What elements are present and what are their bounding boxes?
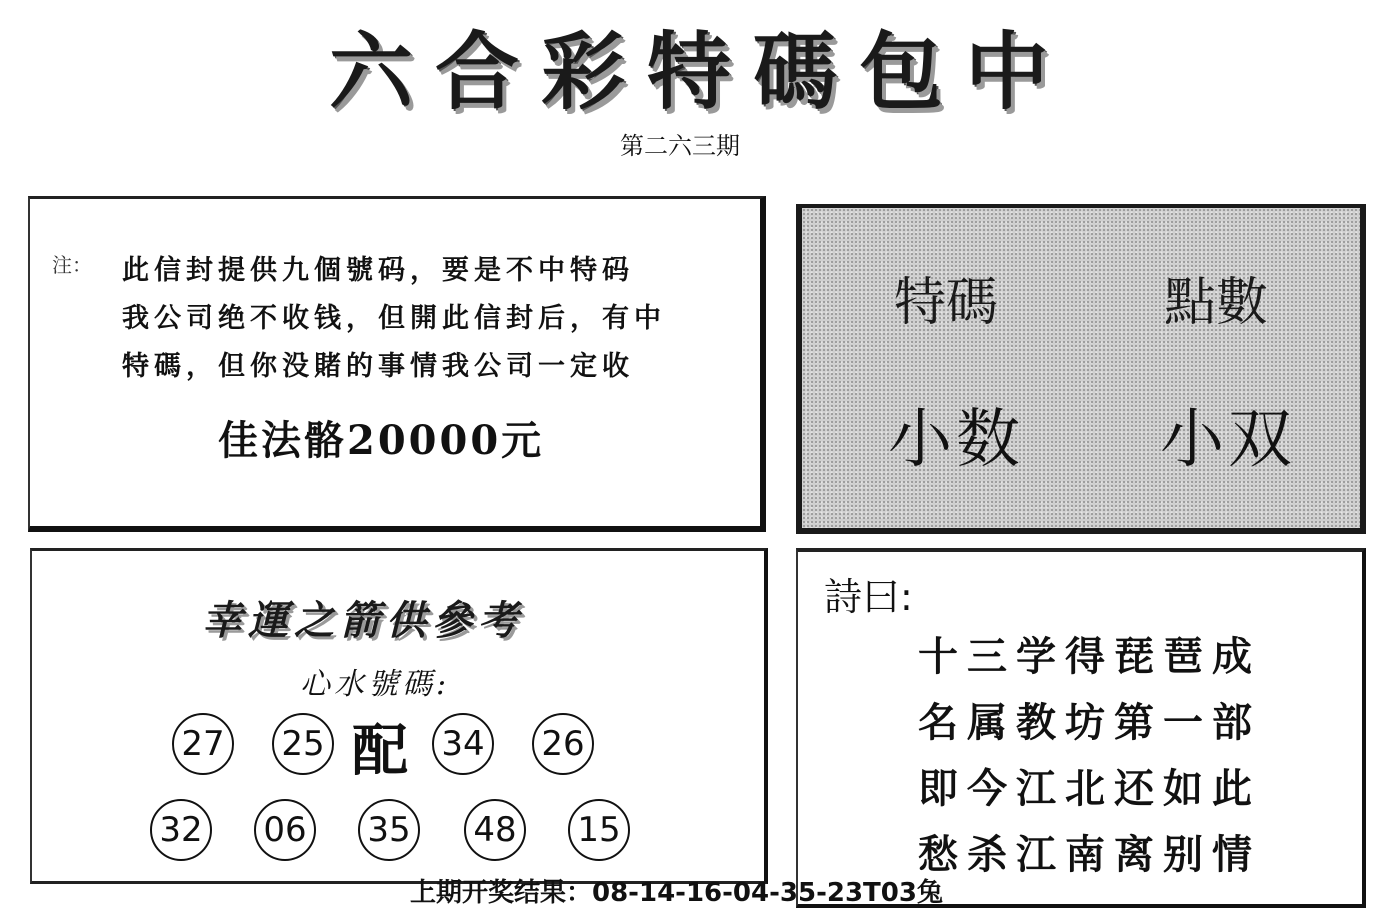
- points-heading: 點數: [1164, 273, 1269, 333]
- poem-line: 名属教坊第一部: [918, 699, 1261, 746]
- reward-text: 佳法骼20000元: [218, 417, 545, 464]
- points-value: 小双: [1160, 403, 1296, 477]
- number-ball: 26: [532, 713, 594, 775]
- number-ball: 15: [568, 799, 630, 861]
- number-ball: 25: [272, 713, 334, 775]
- note-line: 我公司绝不收钱，但開此信封后，有中: [122, 303, 666, 334]
- lucky-title: 幸運之箭供參考: [202, 597, 524, 644]
- poem-line: 十三学得琵琶成: [918, 633, 1261, 680]
- number-ball: 32: [150, 799, 212, 861]
- poem-label: 詩曰:: [824, 575, 913, 619]
- number-ball: 27: [172, 713, 234, 775]
- note-line: 特碼，但你没賭的事情我公司一定收: [122, 351, 634, 382]
- special-code-box: [796, 204, 1366, 534]
- poem-line: 即今江北还如此: [918, 765, 1261, 812]
- note-label: 注：: [52, 253, 92, 277]
- lucky-subtitle: 心水號碼:: [300, 667, 451, 702]
- poem-box: [796, 548, 1366, 908]
- special-code-value: 小数: [888, 403, 1024, 477]
- poem-line: 愁杀江南离别情: [918, 831, 1261, 878]
- number-ball: 34: [432, 713, 494, 775]
- page-title: 六合彩特碼包中: [328, 21, 1071, 121]
- lucky-numbers-box: [30, 548, 768, 884]
- number-ball: 06: [254, 799, 316, 861]
- pair-character: 配: [352, 718, 408, 784]
- number-ball: 48: [464, 799, 526, 861]
- number-ball: 35: [358, 799, 420, 861]
- issue-number: 第二六三期: [620, 132, 740, 160]
- special-code-heading: 特碼: [894, 273, 999, 333]
- poem-text: [918, 624, 1261, 888]
- note-text: [122, 247, 742, 391]
- last-draw-result: 上期开奖结果：08-14-16-04-35-23T03兔: [410, 878, 943, 908]
- note-line: 此信封提供九個號码，要是不中特码: [122, 255, 634, 286]
- note-box: [28, 196, 766, 532]
